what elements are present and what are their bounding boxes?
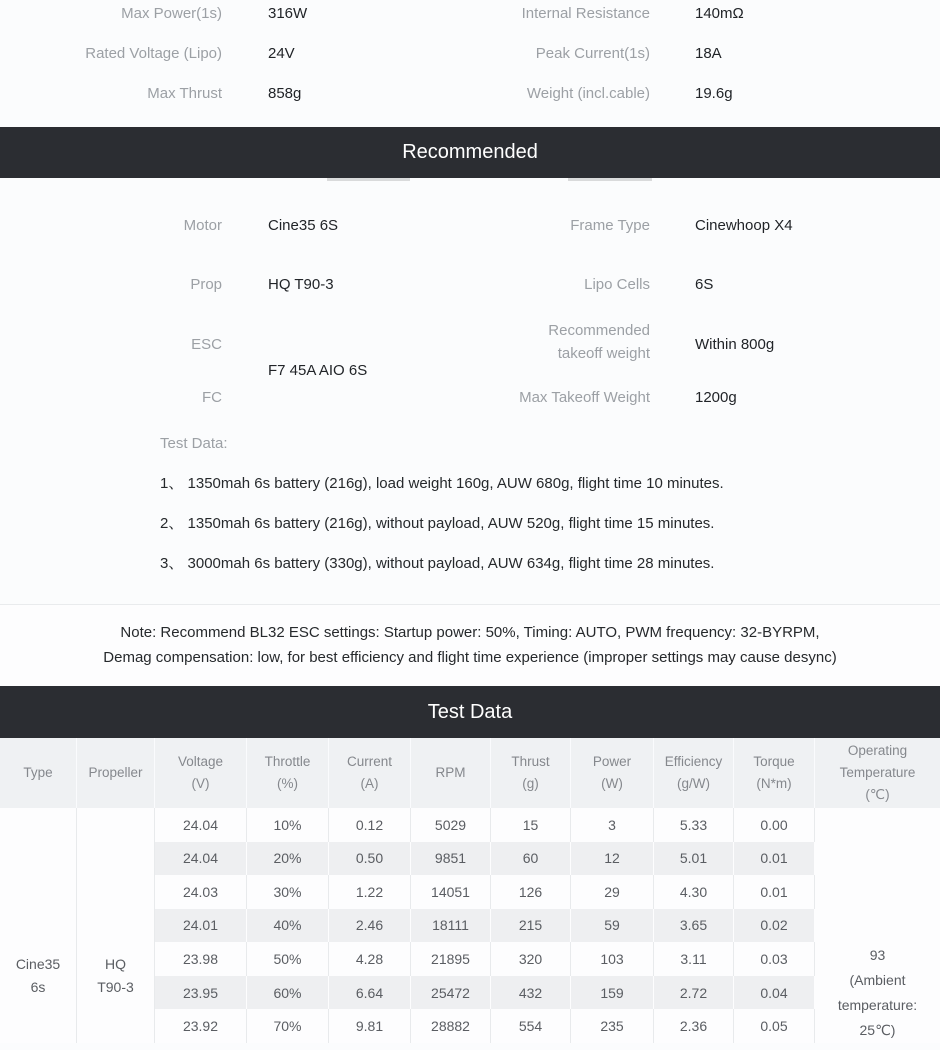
table-cell: 3 [571, 808, 654, 842]
takeoff-weight-label-line2: takeoff weight [557, 345, 650, 362]
table-cell: 50% [247, 942, 329, 976]
table-cell: 0.02 [734, 909, 815, 943]
motor-value: Cine35 6S [268, 217, 339, 234]
esc-label: ESC [191, 336, 222, 353]
column-header [654, 738, 734, 808]
table-cell: 2.72 [654, 976, 734, 1010]
table-cell: 20% [247, 842, 329, 876]
spec-row [0, 33, 940, 73]
propeller-cell [77, 808, 155, 1043]
table-cell: 23.98 [155, 942, 247, 976]
spec-value: 316W [268, 4, 308, 22]
recommended-section-header [0, 127, 940, 178]
table-cell: 320 [491, 942, 571, 976]
column-header-line: (%) [277, 776, 298, 791]
spec-pair-left [0, 85, 470, 102]
column-header [329, 738, 411, 808]
spec-label: Rated Voltage (Lipo) [85, 44, 222, 62]
table-cell: 0.05 [734, 1009, 815, 1043]
table-cell: 23.92 [155, 1009, 247, 1043]
propeller-line: T90-3 [97, 979, 134, 995]
column-header [0, 738, 77, 808]
esc-note-line2: Demag compensation: low, for best efficiency and flight time experience (improper settings may cause desync) [103, 649, 837, 666]
column-header-line: (℃) [865, 787, 890, 802]
fc-label: FC [202, 389, 222, 406]
table-cell: 23.95 [155, 976, 247, 1010]
spec-label: Max Power(1s) [121, 4, 222, 22]
table-cell: 1.22 [329, 875, 411, 909]
table-cell: 24.04 [155, 808, 247, 842]
table-cell: 15 [491, 808, 571, 842]
table-cell: 5.01 [654, 842, 734, 876]
recommended-title: Recommended [402, 141, 538, 163]
table-cell: 0.00 [734, 808, 815, 842]
column-header-line: Torque [753, 754, 795, 769]
peek-element-left [327, 178, 410, 181]
table-cell: 554 [491, 1009, 571, 1043]
column-header-line: (V) [191, 776, 210, 791]
motor-label: Motor [183, 217, 222, 234]
table-cell: 0.01 [734, 842, 815, 876]
table-cell: 2.46 [329, 909, 411, 943]
table-cell: 30% [247, 875, 329, 909]
spec-value: 19.6g [695, 84, 733, 102]
test-data-section-header [0, 686, 940, 738]
spec-label: Max Thrust [147, 84, 222, 102]
spec-pair-right [470, 85, 940, 102]
column-header-line: RPM [435, 765, 466, 780]
table-header-row [0, 738, 940, 808]
table-cell: 29 [571, 875, 654, 909]
table-cell: 24.04 [155, 842, 247, 876]
column-header [571, 738, 654, 808]
table-cell: 4.30 [654, 875, 734, 909]
table-cell: 14051 [411, 875, 491, 909]
spec-row [0, 73, 940, 113]
type-cell [0, 808, 77, 1043]
spec-label: Internal Resistance [521, 4, 650, 22]
spec-pair-left [0, 45, 470, 62]
spec-summary-section [0, 0, 940, 127]
column-header-line: Current [346, 754, 392, 769]
column-header-line: Temperature [839, 765, 916, 780]
column-header-line: (g) [522, 776, 539, 791]
spec-pair-left [0, 5, 470, 22]
lipo-cells-label: Lipo Cells [584, 276, 650, 293]
type-line: Cine35 [15, 956, 61, 972]
column-header-line: Operating [847, 743, 908, 758]
test-data-title: Test Data [427, 700, 513, 723]
takeoff-weight-value: Within 800g [695, 336, 775, 353]
column-header-line: (N*m) [756, 776, 792, 791]
table-cell: 215 [491, 909, 571, 943]
table-cell: 18111 [411, 909, 491, 943]
table-cell: 0.50 [329, 842, 411, 876]
temperature-line: 25℃) [859, 1022, 896, 1038]
table-cell: 59 [571, 909, 654, 943]
spec-value: 18A [695, 44, 722, 62]
table-cell: 25472 [411, 976, 491, 1010]
column-header [734, 738, 815, 808]
column-header-line: (W) [601, 776, 623, 791]
temperature-line: temperature: [837, 997, 918, 1013]
column-header [815, 738, 940, 808]
table-cell: 6.64 [329, 976, 411, 1010]
column-header [411, 738, 491, 808]
spec-pair-right [470, 45, 940, 62]
table-cell: 70% [247, 1009, 329, 1043]
frame-type-value: Cinewhoop X4 [695, 217, 793, 234]
table-cell: 235 [571, 1009, 654, 1043]
table-cell: 24.03 [155, 875, 247, 909]
table-cell: 159 [571, 976, 654, 1010]
table-cell: 40% [247, 909, 329, 943]
takeoff-weight-label-line1: Recommended [548, 322, 650, 339]
table-cell: 9851 [411, 842, 491, 876]
column-header-line: (A) [360, 776, 379, 791]
table-cell: 5029 [411, 808, 491, 842]
recommended-section [0, 178, 940, 604]
table-cell: 10% [247, 808, 329, 842]
spec-label: Weight (incl.cable) [526, 84, 650, 102]
table-cell: 5.33 [654, 808, 734, 842]
prop-value: HQ T90-3 [268, 276, 334, 293]
column-header-line: Propeller [88, 765, 143, 780]
frame-type-label: Frame Type [570, 217, 650, 234]
column-header-line: Throttle [264, 754, 311, 769]
spec-value: 24V [268, 44, 295, 62]
table-cell: 3.11 [654, 942, 734, 976]
spec-row [0, 0, 940, 33]
column-header [155, 738, 247, 808]
column-header-line: Efficiency [664, 754, 723, 769]
type-line: 6s [30, 979, 46, 995]
battery-test-note: 1、 1350mah 6s battery (216g), load weight 160g, AUW 680g, flight time 10 minutes. [160, 475, 724, 492]
table-cell: 432 [491, 976, 571, 1010]
temperature-line: (Ambient [849, 972, 906, 988]
table-cell: 0.01 [734, 875, 815, 909]
table-cell: 3.65 [654, 909, 734, 943]
column-header-line: (g/W) [677, 776, 710, 791]
battery-test-note: 3、 3000mah 6s battery (330g), without payload, AUW 634g, flight time 28 minutes. [160, 555, 715, 572]
table-cell: 12 [571, 842, 654, 876]
table-cell: 28882 [411, 1009, 491, 1043]
table-cell: 0.04 [734, 976, 815, 1010]
battery-test-note: 2、 1350mah 6s battery (216g), without payload, AUW 520g, flight time 15 minutes. [160, 515, 715, 532]
peek-element-right [568, 178, 652, 181]
column-header [77, 738, 155, 808]
max-takeoff-weight-value: 1200g [695, 389, 737, 406]
prop-label: Prop [190, 276, 222, 293]
temperature-line: 93 [869, 947, 886, 963]
table-cell: 60 [491, 842, 571, 876]
table-cell: 60% [247, 976, 329, 1010]
column-header [247, 738, 329, 808]
test-data-label: Test Data: [160, 435, 228, 452]
esc-note-line1: Note: Recommend BL32 ESC settings: Startup power: 50%, Timing: AUTO, PWM frequency: 32-BYRPM, [120, 624, 820, 641]
esc-note-section [0, 604, 940, 686]
table-cell: 126 [491, 875, 571, 909]
esc-fc-value: F7 45A AIO 6S [268, 362, 368, 379]
table-cell: 24.01 [155, 909, 247, 943]
lipo-cells-value: 6S [695, 276, 714, 293]
table-cell: 103 [571, 942, 654, 976]
column-header-line: Power [592, 754, 632, 769]
table-cell: 21895 [411, 942, 491, 976]
table-cell: 2.36 [654, 1009, 734, 1043]
spec-value: 140mΩ [695, 4, 744, 22]
table-cell: 0.12 [329, 808, 411, 842]
max-takeoff-weight-label: Max Takeoff Weight [519, 389, 650, 406]
column-header [491, 738, 571, 808]
spec-label: Peak Current(1s) [535, 44, 650, 62]
column-header-line: Type [23, 765, 53, 780]
table-cell: 9.81 [329, 1009, 411, 1043]
propeller-line: HQ [105, 956, 126, 972]
operating-temperature-cell [815, 808, 940, 1043]
test-data-table [0, 738, 940, 1043]
column-header-line: Thrust [511, 754, 550, 769]
column-header-line: Voltage [177, 754, 224, 769]
spec-value: 858g [268, 84, 302, 102]
spec-pair-right [470, 5, 940, 22]
table-cell: 0.03 [734, 942, 815, 976]
table-row [0, 808, 940, 842]
takeoff-weight-label [0, 319, 650, 365]
spec-rows [0, 0, 940, 113]
table-cell: 4.28 [329, 942, 411, 976]
